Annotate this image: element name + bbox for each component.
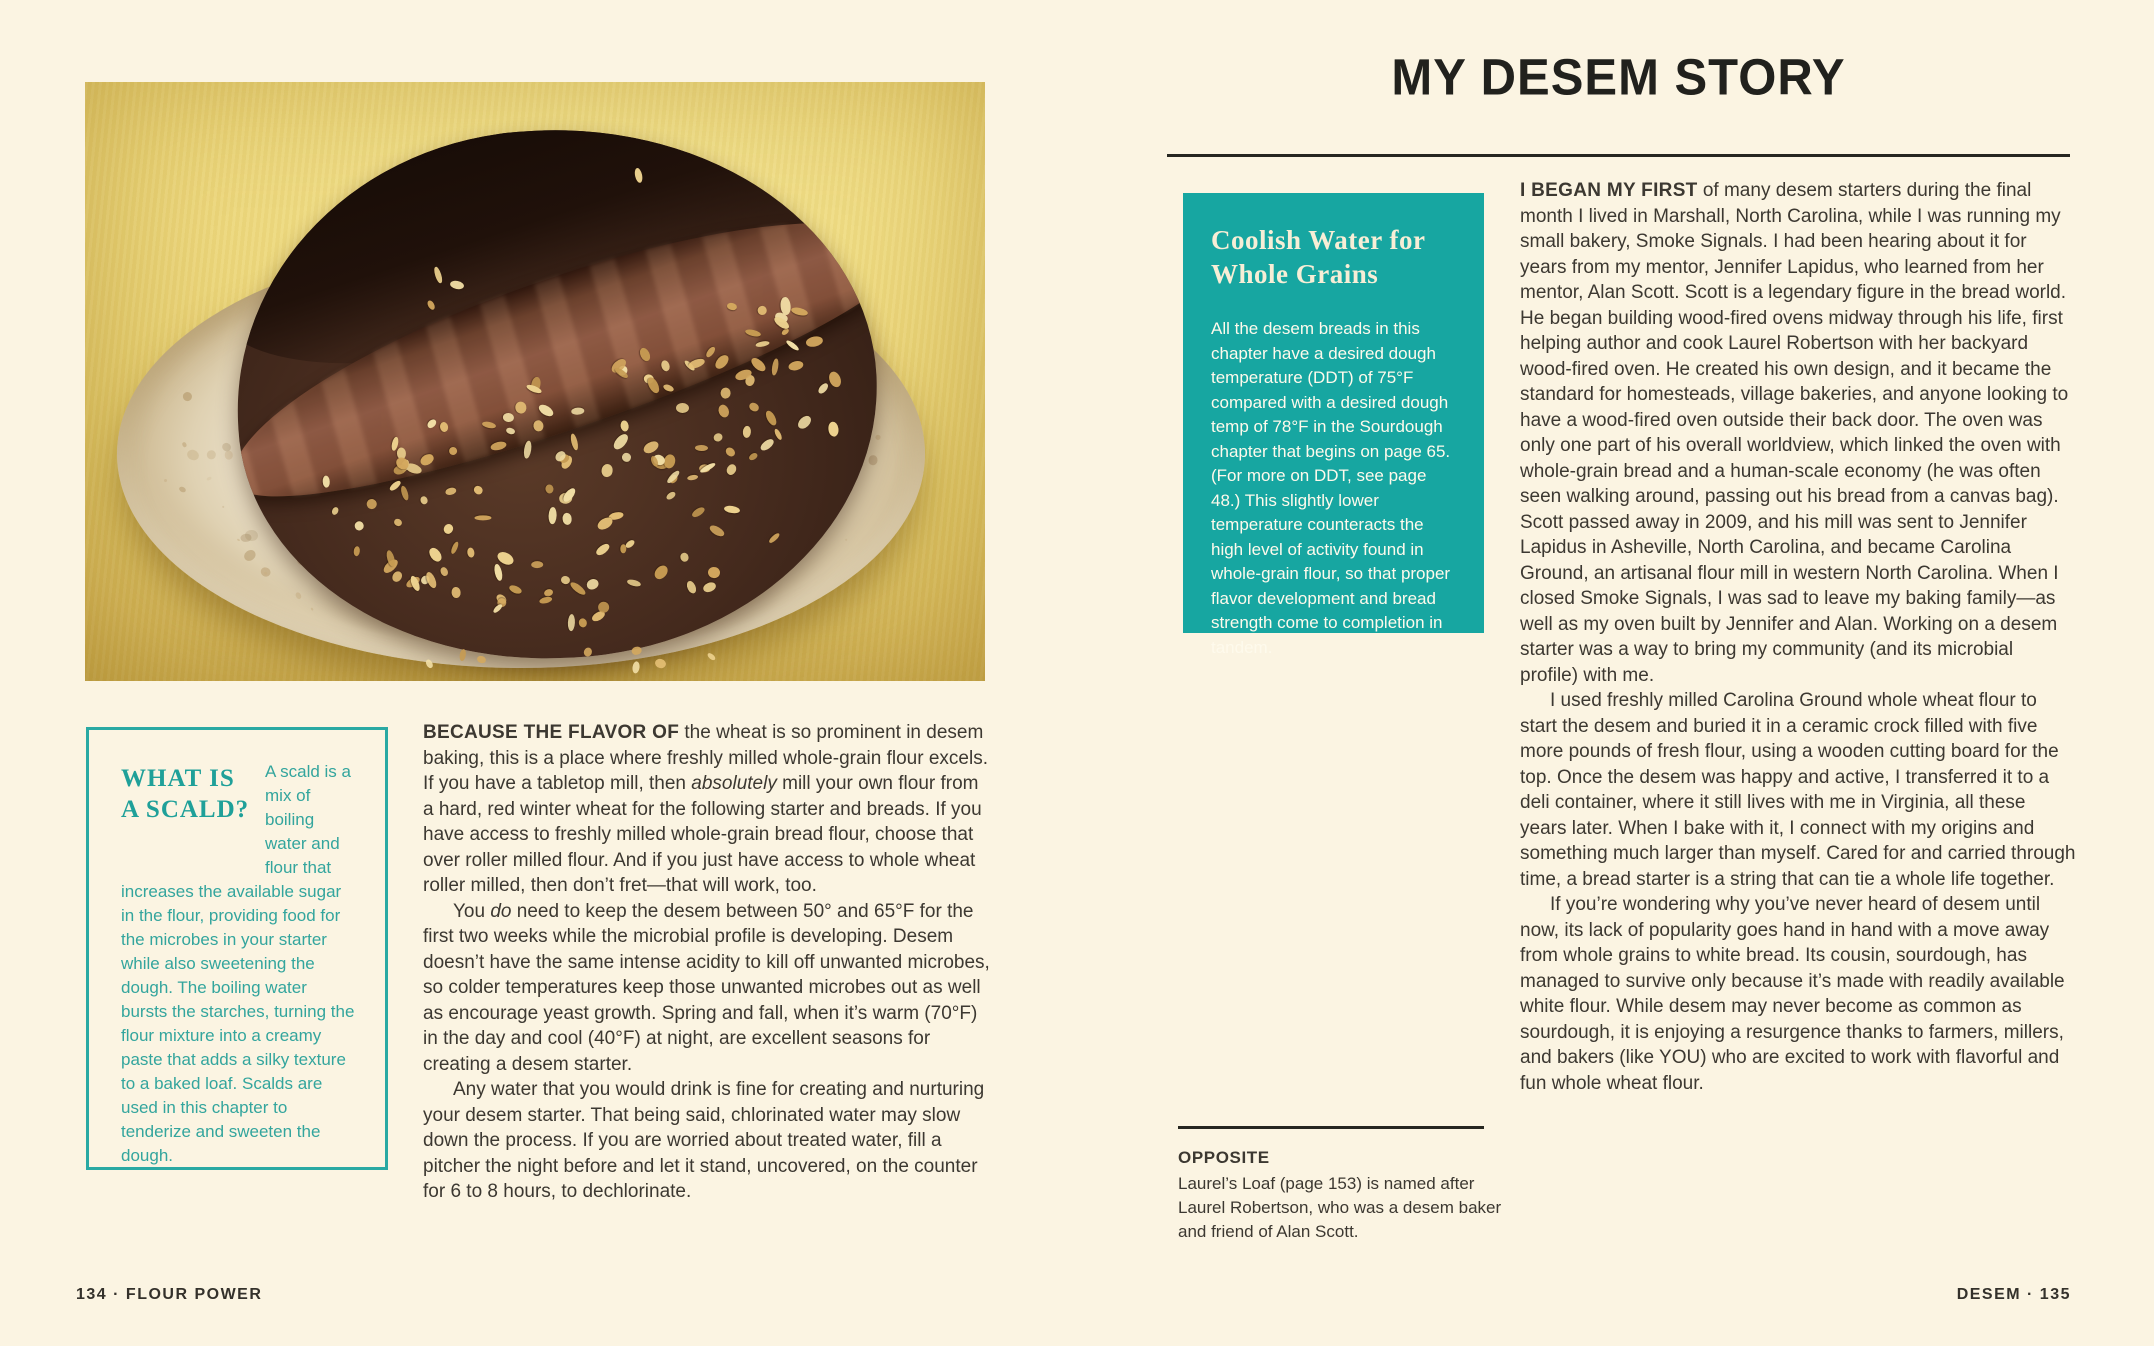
paragraph: Any water that you would drink is fine for creating and nurturing your desem starter. That being said, chlorinated water may slow down the process. If you are worried about treated water, fill a pitcher the night before and let it stand, uncovered, on the counter for 6 to 8 hours, to dechlorinate. — [423, 1079, 985, 1202]
scald-heading-line1: WHAT IS — [121, 765, 235, 792]
paragraph: I used freshly milled Carolina Ground whole wheat flour to start the desem and buried it in a ceramic crock filled with five more pounds of fresh flour, using a wooden cutting board for the top. Once the desem was happy and active, I transferred it to a deli container, where it still lives with me in Virginia, all these years later. When I bake with it, I connect with my origins and something much larger than myself. Cared for and carried through time, a bread starter is a string that can tie a whole life together. — [1520, 690, 2076, 890]
right-page-footer: DESEM · 135 — [1956, 1286, 2071, 1303]
lead-in: BECAUSE THE FLAVOR OF — [423, 722, 680, 743]
body-text: the wheat is so prominent in desem baking, this is a place where freshly milled whole-grain flour excels. If you have a tabletop mill, then — [423, 722, 988, 794]
sidebar-heading-line1: Coolish Water for — [1211, 225, 1426, 255]
left-page-body — [423, 720, 991, 1205]
body-text: You — [453, 900, 491, 922]
caption-label: OPPOSITE — [1178, 1148, 1270, 1167]
scald-box-body: A scald is a mix of boiling water and flour that increases the available sugar in the flour, providing food for the microbes in your starter while also sweetening the dough. The boiling water bursts the starches, turning the flour mixture into a creamy paste that adds a silky texture to a baked loaf. Scalds are used in this chapter to tenderize and sweeten the dough. — [121, 762, 355, 1165]
right-page-body — [1520, 178, 2076, 1096]
what-is-a-scald-box — [86, 727, 388, 1170]
caption-body: Laurel’s Loaf (page 153) is named after Laurel Robertson, who was a desem baker and friend of Alan Scott. — [1178, 1174, 1502, 1241]
body-text: need to keep the desem between 50° and 65°F for the first two weeks while the microbial profile is developing. Desem doesn’t have the same intense acidity to kill off unwanted microbes, so colder temperatures keep those unwanted microbes out as well as encourage yeast growth. Spring and fall, when it’s warm (70°F) in the day and cool (40°F) at night, are excellent seasons for creating a desem starter. — [423, 900, 990, 1075]
coolish-water-sidebar — [1183, 193, 1484, 657]
lead-in: I BEGAN MY FIRST — [1520, 180, 1698, 201]
sidebar-heading-line2: Whole Grains — [1211, 259, 1379, 289]
left-page-footer: 134 · FLOUR POWER — [76, 1286, 263, 1303]
oat-flakes — [85, 82, 985, 681]
italic-text: absolutely — [691, 773, 777, 794]
paragraph — [423, 899, 991, 1078]
paragraph — [1520, 178, 2076, 688]
bread-photo — [85, 82, 985, 681]
scald-box-heading — [121, 763, 255, 825]
body-text: mill your own flour from a hard, red winter wheat for the following starter and breads. If you have access to freshly milled whole-grain bread flour, choose that over roller milled flour. And if you just have access to whole wheat roller milled, then don’t fret—that will work, too. — [423, 773, 982, 896]
scald-heading-line2: A SCALD? — [121, 796, 250, 823]
body-text: of many desem starters during the final month I lived in Marshall, North Carolina, while I was running my small bakery, Smoke Signals. I had been hearing about it for years from my mentor, Jennifer Lapidus, who learned from her mentor, Alan Scott. Scott is a legendary figure in the bread world. He began building wood-fired ovens midway through his life, first helping author and cook Laurel Robertson with her backyard wood-fired oven. He created his own design, and it became the standard for homesteads, village bakeries, and anyone looking to have a wood-fired oven outside their back door. The oven was only one part of his overall worldview, which linked the oven with whole-grain bread and a human-scale economy (he was often seen walking around, passing out his bread from a canvas bag). Scott passed away in 2009, and his mill was sent to Jennifer Lapidus in Asheville, North Carolina, and became Carolina Ground, an artisanal flour mill in western North Carolina. When I closed Smoke Signals, I was sad to leave my baking family—as well as my oven built by Jennifer and Alan. Working on a desem starter was a way to bring my community (and its microbial profile) with me. — [1520, 180, 2069, 686]
paragraph — [423, 720, 991, 899]
paragraph: If you’re wondering why you’ve never heard of desem until now, its lack of popularity goes hand in hand with a move away from whole grains to white bread. Its cousin, sourdough, has managed to survive only because it’s made with readily available white flour. While desem may never become as common as sourdough, it is enjoying a resurgence thanks to farmers, millers, and bakers (like YOU) who are excited to work with flavorful and fun whole wheat flour. — [1520, 894, 2065, 1094]
italic-text: do — [490, 900, 512, 922]
sidebar-heading — [1211, 223, 1458, 291]
caption-rule — [1178, 1126, 1484, 1129]
title-rule — [1167, 154, 2070, 157]
opposite-caption — [1178, 1146, 1508, 1244]
sidebar-body: All the desem breads in this chapter have a desired dough temperature (DDT) of 75°F compared with a desired dough temp of 78°F in the Sourdough chapter that begins on page 65. (For more on DDT, see page 48.) This slightly lower temperature counteracts the high level of activity found in whole-grain flour, so that proper flavor development and bread strength come to completion in tandem. — [1211, 319, 1451, 657]
page-title: MY DESEM STORY — [1391, 49, 1846, 107]
